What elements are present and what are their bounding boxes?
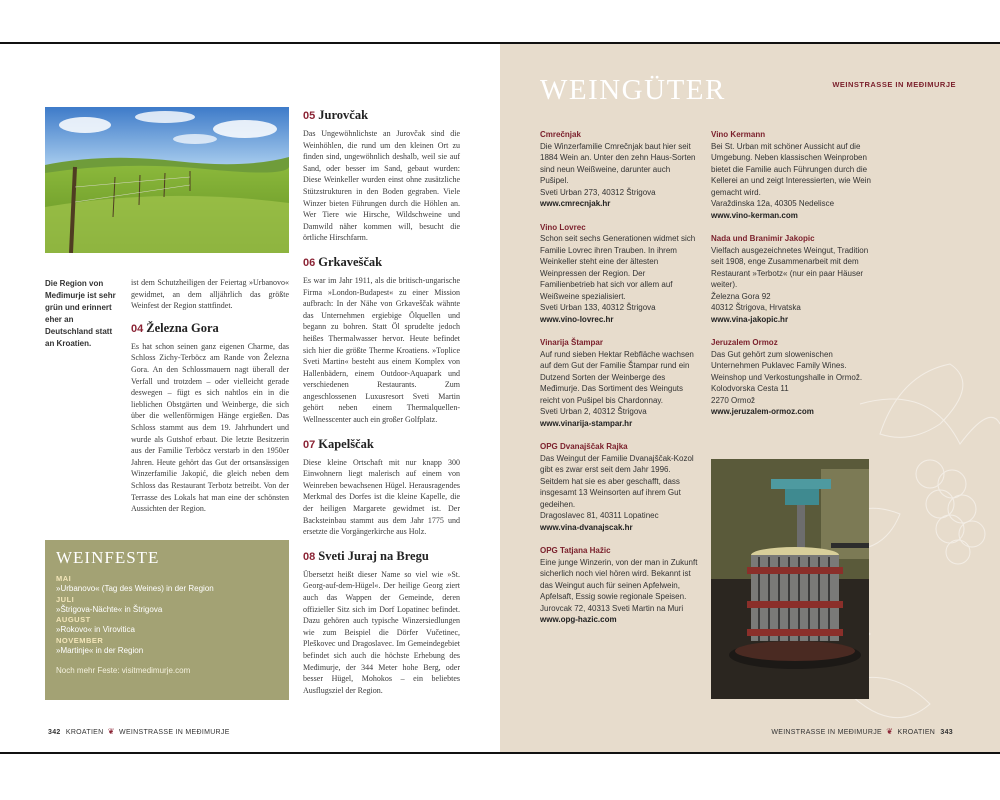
section-heading [303, 436, 460, 453]
winery-address: Jurovcak 72, 40313 Sveti Martin na Muri [540, 603, 684, 613]
winery-entry [711, 129, 871, 221]
right-page [500, 44, 1000, 752]
fest-event: »Rokovo« in Virovitica [56, 625, 136, 634]
section-heading [303, 548, 460, 565]
winery-entry [540, 337, 700, 429]
page-title: WEINGÜTER [540, 74, 726, 106]
right-footer [771, 727, 956, 736]
grape-icon: ❦ [107, 727, 115, 736]
winery-address: Dragoslavec 81, 40311 Lopatinec [540, 511, 659, 520]
left-page [0, 44, 500, 752]
section-number: 05 [303, 110, 316, 122]
page-number: 342 [48, 729, 61, 736]
section-heading [131, 320, 289, 337]
left-footer [45, 727, 230, 736]
fest-event: »Urbanovo« (Tag des Weines) in der Region [56, 584, 214, 593]
section-title: Jurovčak [318, 108, 369, 122]
section-08 [303, 548, 460, 697]
text-column-1 [131, 277, 289, 525]
winery-entry [540, 441, 700, 533]
grape-icon: ❦ [886, 727, 894, 736]
winery-description: Auf rund sieben Hektar Rebfläche wachsen auf dem Gut der Familie Štampar rund ein Dutzend Sorten der Weinberge des Međimurje. Das Sortiment des Weinguts reicht von Pušipel bis Chardonnay. [540, 349, 694, 405]
winery-description: Die Winzerfamilie Cmrečnjak baut hier seit 1884 Wein an. Unter den zehn Haus-Sorten sind neun Weißweine, darunter auch Pušipel. [540, 141, 696, 185]
winery-url[interactable]: www.jeruzalem-ormoz.com [711, 407, 814, 416]
section-07 [303, 436, 460, 538]
intro-text: ist dem Schutzheiligen der Feiertag »Urbanovo« gewidmet, an dem alljährlich das größte Weinfest der Region stattfindet. [131, 278, 289, 311]
winery-entry [540, 222, 700, 326]
fest-event: »Martinje« in der Region [56, 645, 144, 655]
section-title: Sveti Juraj na Bregu [318, 548, 429, 563]
fest-month: NOVEMBER [56, 635, 104, 645]
winery-description: Schon seit sechs Generationen widmet sich Familie Lovrec ihren Trauben. In ihrem Weinkeller steht eine der ältesten Weinpressen der Region. Der Familienbetrieb hat sich vor allem auf Weißweine spezialisiert. [540, 234, 696, 301]
winery-url[interactable]: www.vino-lovrec.hr [540, 314, 614, 324]
winery-url[interactable]: www.opg-hazic.com [540, 615, 617, 624]
section-06 [303, 254, 460, 426]
section-heading [303, 254, 460, 271]
winery-address: Sveti Urban 2, 40312 Štrigova [540, 407, 647, 416]
section-heading [303, 107, 460, 124]
section-title: Železna Gora [146, 320, 219, 335]
winery-url[interactable]: www.cmrecnjak.hr [540, 199, 611, 208]
wineries-column-2 [711, 129, 871, 430]
winery-entry [540, 545, 700, 626]
section-text: Diese kleine Ortschaft mit nur knapp 300 Einwohnern liegt malerisch auf einem von Weinreben bewachsenen Hügel. Herausragendes Merkmal des Dorfes ist die kleine Kapelle, die der heiligen Margarete gewidmet ist. Der Backsteinbau stammt aus dem Jahr 1775 und ersetzte die Vorgängerkirche aus Holz. [303, 457, 460, 537]
fest-entry [56, 595, 278, 616]
winery-description: Vielfach ausgezeichnetes Weingut, Tradition seit 1908, enge Zusammenarbeit mit dem Restaurant »Terbotz« (nur ein paar Häuser weiter). [711, 245, 869, 289]
fest-entry [56, 574, 278, 595]
footer-country: KROATIEN [65, 729, 104, 736]
fest-month: AUGUST [56, 615, 91, 624]
photo-caption: Die Region von Međimurje ist sehr grün und erinnert eher an Deutschland statt an Kroatien. [45, 279, 116, 348]
winery-url[interactable]: www.vina-jakopic.hr [711, 314, 789, 324]
vineyard-photo [45, 107, 289, 253]
fest-event: »Štrigova-Nächte« in Štrigova [56, 604, 163, 614]
fest-entry [56, 636, 278, 657]
winery-name: Nada und Branimir Jakopic [711, 234, 815, 243]
winery-address: Sveti Urban 273, 40312 Štrigova [540, 187, 656, 197]
winery-entry [711, 337, 871, 418]
text-column-2 [303, 107, 460, 706]
fest-entry [56, 615, 278, 636]
winery-name: Vino Kermann [711, 130, 766, 139]
wineries-column-1 [540, 129, 700, 638]
wine-press-photo [711, 459, 869, 699]
weinfeste-title: WEINFESTE [56, 548, 160, 567]
winery-address: Železna Gora 92 40312 Štrigova, Hrvatska [711, 291, 801, 312]
winery-name: Cmrečnjak [540, 130, 581, 139]
winery-url[interactable]: www.vino-kerman.com [711, 210, 798, 220]
section-title: Grkaveščak [318, 254, 383, 269]
winery-entry [540, 129, 700, 210]
weinfeste-box [45, 540, 289, 700]
winery-name: OPG Dvanajščak Rajka [540, 442, 628, 451]
fest-month: JULI [56, 594, 75, 604]
winery-address: Sveti Urban 133, 40312 Štrigova [540, 303, 656, 312]
fest-month: MAI [56, 574, 72, 583]
section-title: Kapelščak [318, 436, 374, 451]
footer-section: WEINSTRASSE IN MEĐIMURJE [119, 729, 230, 736]
winery-url[interactable]: www.vinarija-stampar.hr [540, 418, 633, 428]
section-number: 06 [303, 256, 316, 269]
winery-description: Bei St. Urban mit schöner Aussicht auf die Umgebung. Neben klassischen Weinproben bietet die Familie auch Führungen durch die Kellerei an und zeigt Interessierten, wie Wein gemacht wird. [711, 141, 871, 197]
page-number: 343 [940, 729, 953, 736]
winery-url[interactable]: www.vina-dvanajscak.hr [540, 522, 633, 532]
section-text: Es hat schon seinen ganz eigenen Charme, das Schloss Zichy-Terböcz am Rande von Železna Gora. An den Schlossmauern nagt überall der Verfall und trotzdem – oder vielleicht gerade deswegen – fügt es sich nahtlos ein in die lieblichen Obstgärten und Weinberge, die sich über die wellenförmigen Hänge ergießen. Das Schloss stammt aus dem 19. Jahrhundert und wurde als Gutshof erbaut. Die letzte Besitzerin aus der Familie Terböcz verstarb in den 1950er Jahren. Heute gehört das Gut der ortsansässigen Winzerfamilie Jakopić, die gleich neben dem Schloss das Restaurant Terbotz betreibt. Von der Terrasse des Lokals hat man eine der schönsten Aussichten der Region. [131, 341, 289, 514]
winery-name: Vinarija Štampar [540, 338, 603, 347]
section-text: Es war im Jahr 1911, als die britisch-ungarische Firma »London-Budapest« zu einer Mission aufbrach: In der Nähe von Grkaveščak wähnte das Unternehmen ergiebige Ölquellen und begann zu bohren. Statt Öl sprudelte jedoch heißes Thermalwasser hervor. Heute befindet sich hier die größte Therme Kroatiens. »Toplice Sveti Martin« besteht aus einem Komplex von Hallenbädern, einem Outdoor-Aquapark und verschiedenen Restaurants. Zum angeschlossenen Luxusresort Sveti Martin gehört neben einem Thermalquellen-Wellnesscenter auch ein großer Golfplatz. [303, 275, 460, 425]
winery-name: Vino Lovrec [540, 222, 586, 232]
more-festivals-link[interactable]: Noch mehr Feste: visitmedimurje.com [56, 666, 191, 675]
winery-name: OPG Tatjana Hažic [540, 546, 611, 555]
winery-name: Jeruzalem Ormoz [711, 338, 778, 347]
section-number: 08 [303, 550, 316, 563]
section-05 [303, 107, 460, 244]
running-head: WEINSTRASSE IN MEĐIMURJE [832, 80, 956, 89]
section-text: Übersetzt heißt dieser Name so viel wie »St. Georg-auf-dem-Hügel«. Der heilige Georg ziert auch das Wappen der Gemeinde, deren offizieller Sitz sich im Dorf Lopatinec befindet. Dazu gehören auch typische Winzersiedlungen wie zum Beispiel die Dörfer Vučetinec, Pleškovec und Dragoslavec. Im Gemeindegebiet befindet sich auch die höchste Erhebung des Međimurje, der 344 Meter hohe Berg, oder besser Hügel, Mohokos – ein beliebtes Ausflugsziel der Region. [303, 569, 460, 695]
winery-description: Das Gut gehört zum slowenischen Unternehmen Puklavec Family Wines. Weinshop und Verkostungshalle in Ormož. [711, 349, 863, 382]
section-04 [131, 320, 289, 515]
footer-section: WEINSTRASSE IN MEĐIMURJE [771, 729, 882, 736]
footer-country: KROATIEN [897, 729, 936, 736]
winery-description: Das Weingut der Familie Dvanajščak-Kozol gibt es zwar erst seit dem Jahr 1996. Seitdem hat sie es aber geschafft, dass insgesamt 13 Weinsorten auf ihrem Gut gedeihen. [540, 453, 694, 509]
book-spread [0, 42, 1000, 754]
winery-entry [711, 233, 871, 325]
winery-description: Eine junge Winzerin, von der man in Zukunft sicherlich noch viel hören wird. Bekannt ist das Weingut auch für seinen Apfelwein, Apfelsaft, Essig sowie regionale Speisen. [540, 557, 698, 601]
winery-address: Kolodvorska Cesta 11 2270 Ormož [711, 384, 789, 405]
section-number: 07 [303, 438, 316, 451]
section-text: Das Ungewöhnlichste an Jurovčak sind die Weinhöhlen, die rund um den kleinen Ort zu finden sind, ungewöhnlich deshalb, weil sie auf Sand, oder besser im Sand, gebaut wurden: Diese Weinkeller wurden einst ohne zusätzliche Stützstrukturen in den Boden gegraben. Viele Winzer bieten Führungen durch die Höhlen an. Wer Tiere wie Hirsche, Wildschweine und Damwild näher kommen will, besucht die örtliche Hirschfarm. [303, 129, 460, 243]
winery-address: Varaždinska 12a, 40305 Nedelisce [711, 199, 835, 208]
section-number: 04 [131, 322, 144, 335]
